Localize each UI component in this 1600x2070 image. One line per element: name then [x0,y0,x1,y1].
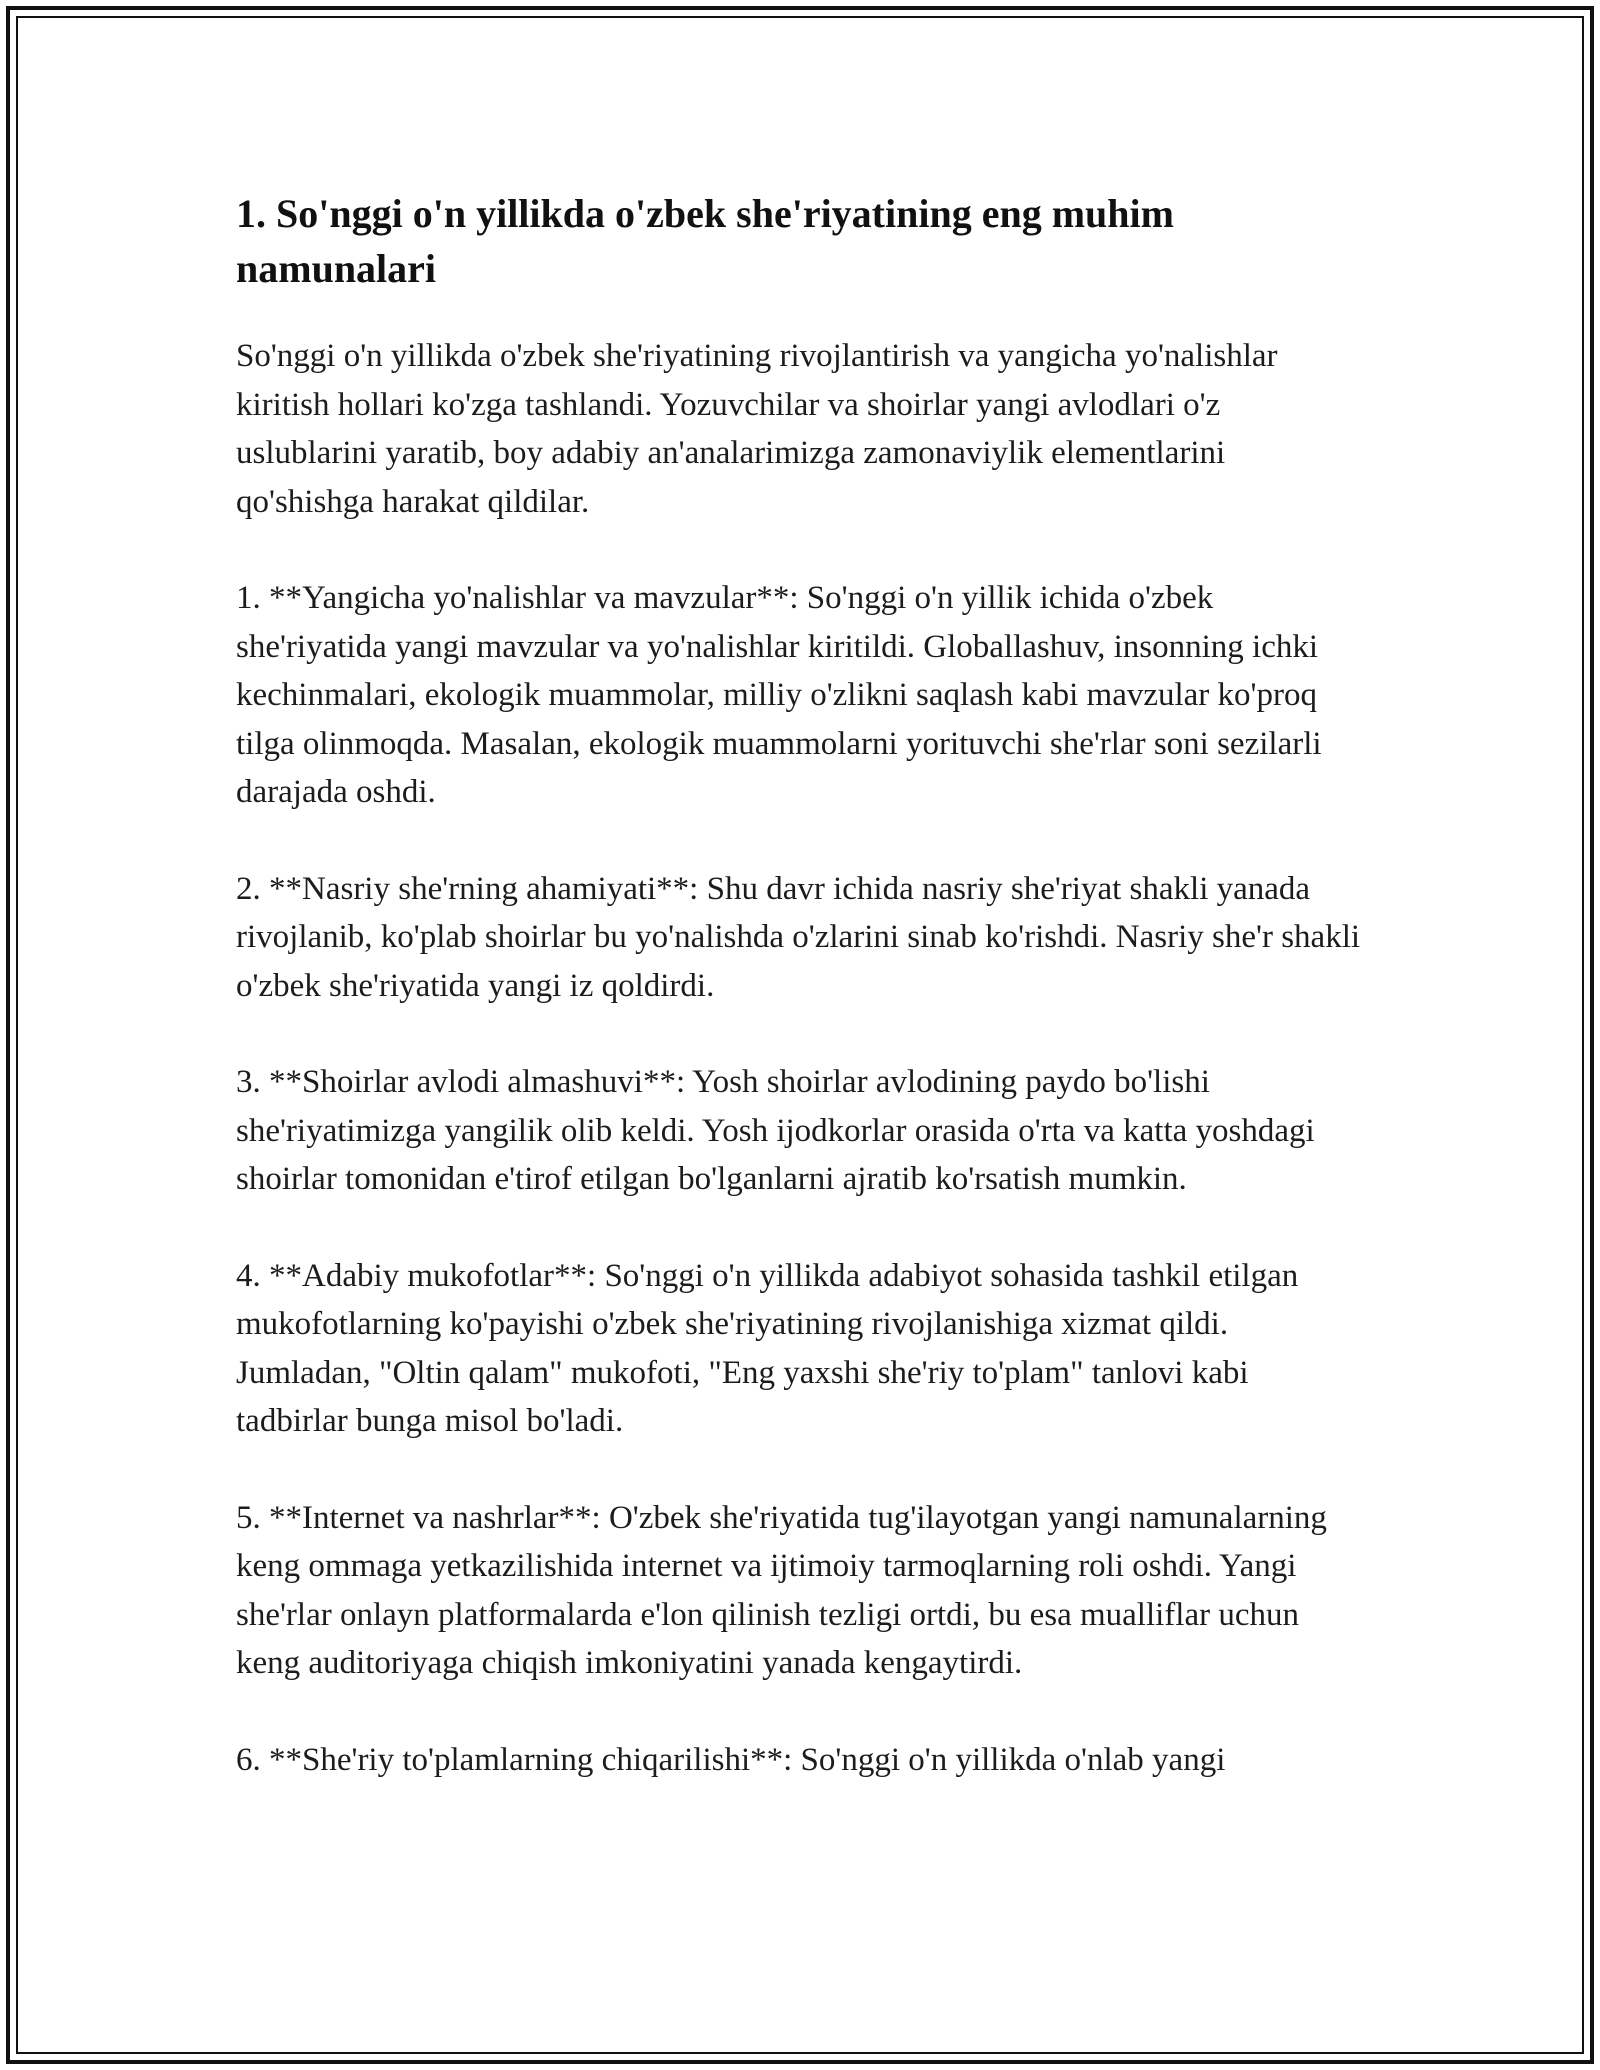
list-item-6: 6. **She'riy to'plamlarning chiqarilishi**: So'nggi o'n yillikda o'nlab yangi [236,1741,1226,1778]
list-item-3: 3. **Shoirlar avlodi almashuvi**: Yosh shoirlar avlodining paydo bo'lishi she'riyatimizga yangilik olib keldi. Yosh ijodkorlar orasida o'rta va katta yoshdagi shoirlar tomonidan e'tirof etilgan bo'lganlarni ajratib ko'rsatish mumkin. [236,1064,1315,1197]
section-heading: 1. So'nggi o'n yillikda o'zbek she'riyatining eng muhim namunalari [236,191,1174,291]
intro-paragraph: So'nggi o'n yillikda o'zbek she'riyatining rivojlantirish va yangicha yo'nalishlar kiritish hollari ko'zga tashlandi. Yozuvchilar va shoirlar yangi avlodlari o'z uslublarini yaratib, boy adabiy an'analarimizga zamonaviylik elementlarini qo'shishga harakat qildilar. [236,338,1278,520]
list-item-4: 4. **Adabiy mukofotlar**: So'nggi o'n yillikda adabiyot sohasida tashkil etilgan mukofotlarning ko'payishi o'zbek she'riyatining rivojlanishiga xizmat qildi. Jumladan, "Oltin qalam" mukofoti, "Eng yaxshi she'riy to'plam" tanlovi kabi tadbirlar bunga misol bo'ladi. [236,1257,1299,1439]
list-item-1: 1. **Yangicha yo'nalishlar va mavzular**: So'nggi o'n yillik ichida o'zbek she'riyatida yangi mavzular va yo'nalishlar kiritildi. Globallashuv, insonning ichki kechinmalari, ekologik muammolar, milliy o'zlikni saqlash kabi mavzular ko'proq tilga olinmoqda. Masalan, ekologik muammolarni yorituvchi she'rlar soni sezilarli darajada oshdi. [236,580,1322,810]
document-body [236,186,1366,1832]
list-item-2: 2. **Nasriy she'rning ahamiyati**: Shu davr ichida nasriy she'riyat shakli yanada rivojlanib, ko'plab shoirlar bu yo'nalishda o'zlarini sinab ko'rishdi. Nasriy she'r shakli o'zbek she'riyatida yangi iz qoldirdi. [236,870,1361,1004]
list-item-5: 5. **Internet va nashrlar**: O'zbek she'riyatida tug'ilayotgan yangi namunalarning keng ommaga yetkazilishida internet va ijtimoiy tarmoqlarning roli oshdi. Yangi she'rlar onlayn platformalarda e'lon qilinish tezligi ortdi, bu esa mualliflar uchun keng auditoriyaga chiqish imkoniyatini yanada kengaytirdi. [236,1499,1327,1681]
